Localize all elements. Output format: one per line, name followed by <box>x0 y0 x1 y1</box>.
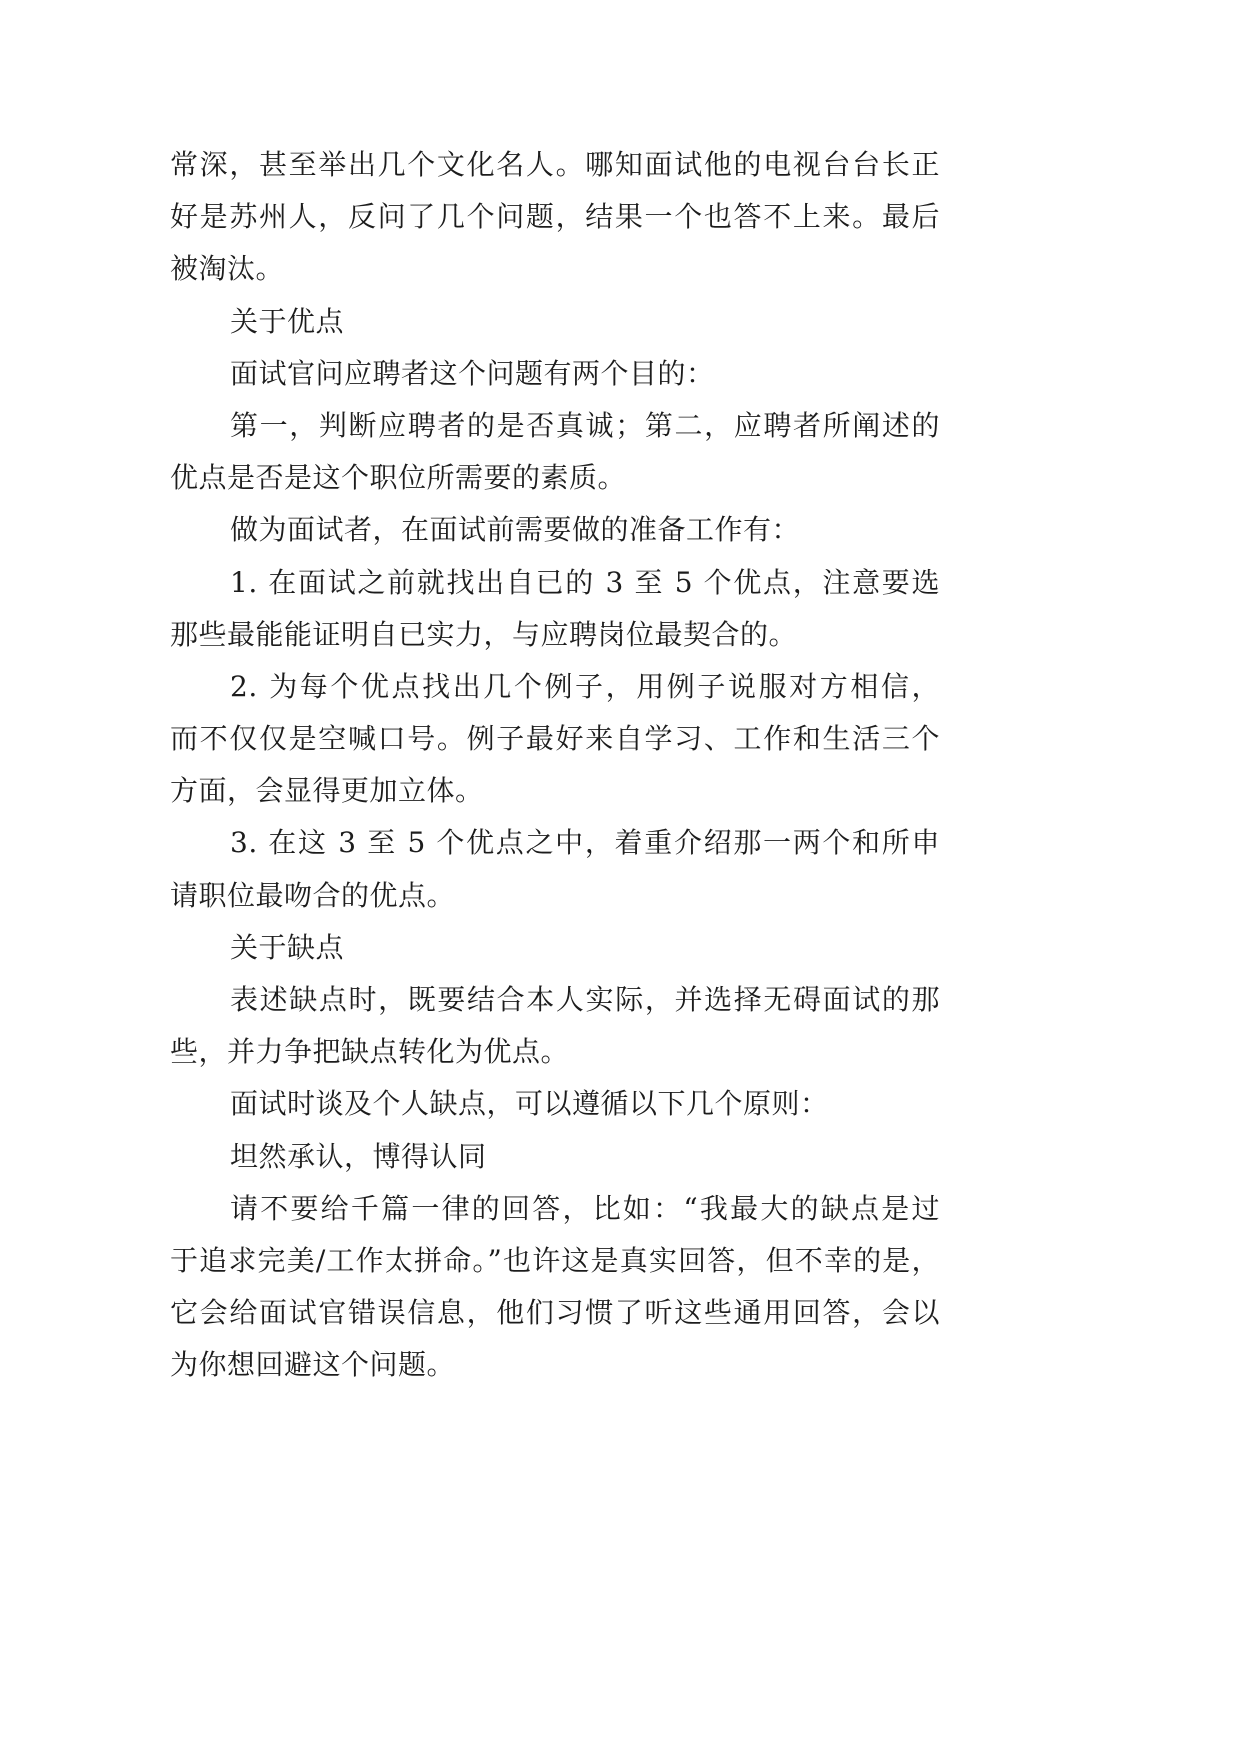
section-heading <box>170 296 940 348</box>
text-line: 面试官问应聘者这个问题有两个目的： <box>230 356 715 390</box>
text-line: 请职位最吻合的优点。 <box>170 878 456 912</box>
text-line: 它会给面试官错误信息，他们习惯了听这些通用回答，会以 <box>170 1296 940 1330</box>
text-line: 面试时谈及个人缺点，可以遵循以下几个原则： <box>230 1087 829 1121</box>
text-line: 请不要给千篇一律的回答，比如：“我最大的缺点是过 <box>230 1191 940 1225</box>
text-line: 关于优点 <box>230 304 345 338</box>
paragraph <box>170 1183 940 1392</box>
text-line: 优点是否是这个职位所需要的素质。 <box>170 461 627 495</box>
text-line: 些，并力争把缺点转化为优点。 <box>170 1035 570 1069</box>
list-item <box>170 661 940 818</box>
paragraph <box>170 139 940 296</box>
text-line: 关于缺点 <box>230 930 345 964</box>
paragraph <box>170 504 940 556</box>
text-line: 表述缺点时，既要结合本人实际，并选择无碍面试的那 <box>230 983 940 1016</box>
text-line: 那些最能能证明自已实力，与应聘岗位最契合的。 <box>170 617 798 651</box>
text-line: 2. 为每个优点找出几个例子，用例子说服对方相信， <box>230 669 940 703</box>
text-line: 1. 在面试之前就找出自已的 3 至 5 个优点，注意要选 <box>230 565 940 599</box>
text-line: 做为面试者，在面试前需要做的准备工作有： <box>230 513 801 547</box>
text-line: 被淘汰。 <box>170 252 285 286</box>
paragraph <box>170 974 940 1078</box>
list-item <box>170 557 940 661</box>
text-line: 于追求完美/工作太拼命。”也许这是真实回答，但不幸的是， <box>170 1243 940 1277</box>
text-line: 为你想回避这个问题。 <box>170 1348 456 1382</box>
text-line: 方面，会显得更加立体。 <box>170 774 484 808</box>
text-line: 第一，判断应聘者的是否真诚；第二，应聘者所阐述的 <box>230 408 940 442</box>
body-text <box>170 139 940 1392</box>
paragraph <box>170 348 940 400</box>
text-line: 坦然承认，博得认同 <box>230 1139 487 1173</box>
text-line: 3. 在这 3 至 5 个优点之中，着重介绍那一两个和所申 <box>230 826 940 860</box>
list-item <box>170 817 940 921</box>
text-line: 好是苏州人，反问了几个问题，结果一个也答不上来。最后 <box>170 200 940 234</box>
paragraph <box>170 400 940 504</box>
section-heading <box>170 1131 940 1183</box>
text-line: 而不仅仅是空喊口号。例子最好来自学习、工作和生活三个 <box>170 722 940 756</box>
paragraph <box>170 1078 940 1130</box>
section-heading <box>170 922 940 974</box>
text-line: 常深，甚至举出几个文化名人。哪知面试他的电视台台长正 <box>170 148 940 181</box>
